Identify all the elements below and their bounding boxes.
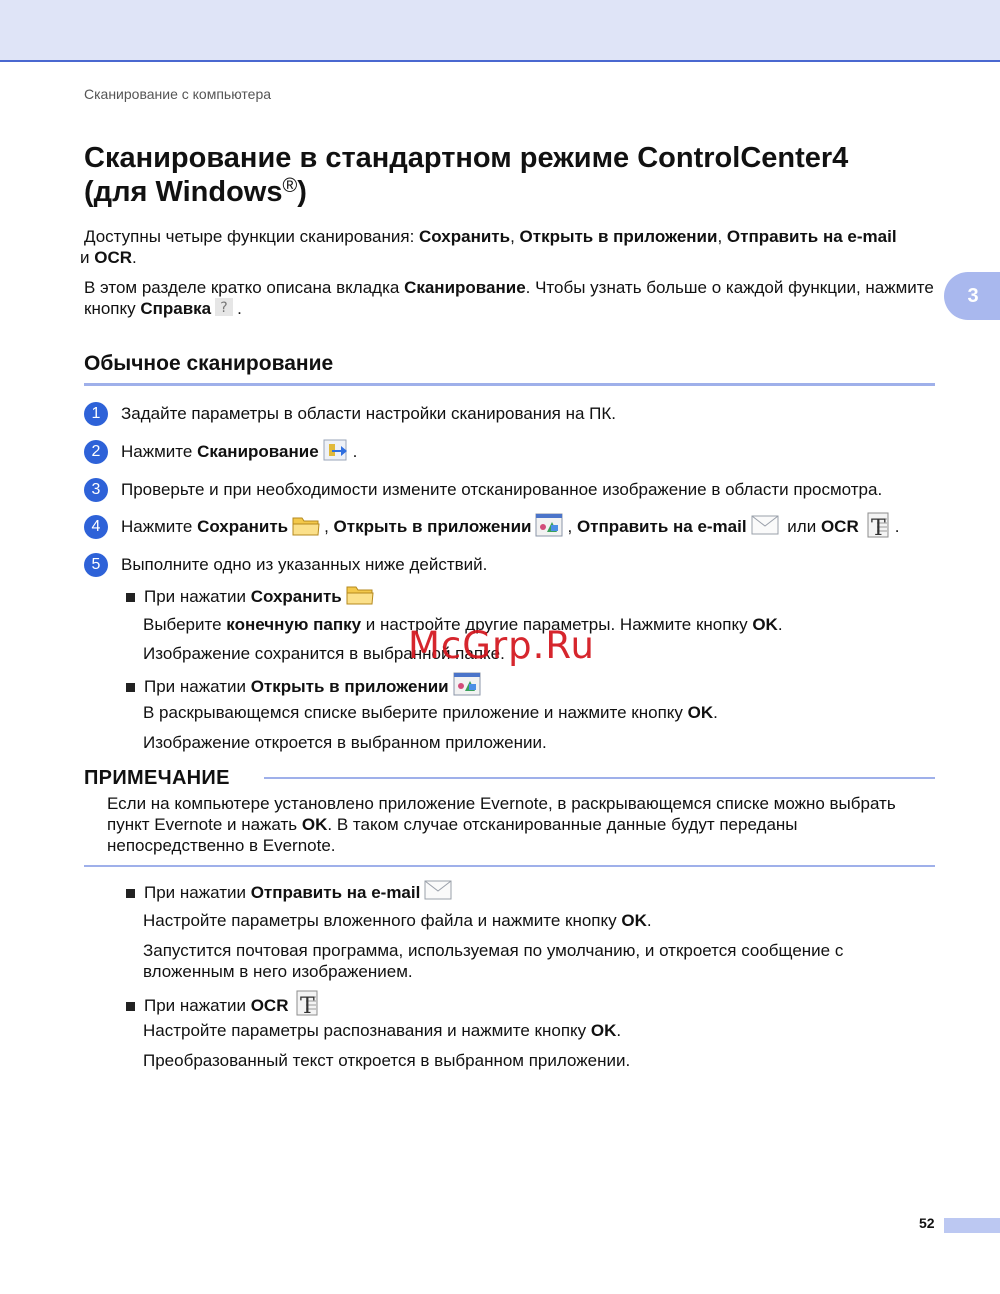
help-icon (215, 298, 233, 321)
intro-send-email: Отправить на e-mail (726, 227, 897, 246)
bullet-email (126, 880, 456, 906)
step-text: Выполните одно из указанных ниже действий. (121, 555, 488, 574)
email-instruction (143, 910, 933, 931)
note-title: ПРИМЕЧАНИЕ (84, 767, 230, 789)
note-text: Если на компьютере установлено приложение Evernote, в раскрывающемся списке можно выбрать пункт Evernote и нажать (107, 794, 896, 834)
intro-text: В этом разделе кратко описана вкладка (84, 278, 405, 297)
bullet-text: При нажатии (144, 677, 251, 696)
intro-ocr: OCR (94, 248, 133, 267)
sep: , (510, 227, 520, 246)
step-4 (84, 513, 899, 541)
sep: , (324, 517, 334, 536)
sub-text: Настройте параметры распознавания и нажмите кнопку (143, 1021, 591, 1040)
sep: . (237, 299, 242, 318)
note-body (107, 793, 937, 856)
step-1 (84, 400, 616, 428)
ocr-result: Преобразованный текст откроется в выбранном приложении. (143, 1051, 631, 1070)
sep: , (717, 227, 727, 246)
page-title (84, 141, 944, 209)
sub-text: Выберите (143, 615, 227, 634)
sep: . (713, 703, 718, 722)
note-text: . В таком случае отсканированные данные будут переданы непосредственно в Evernote. (107, 815, 798, 855)
ocr-instruction (143, 1020, 933, 1041)
sub-bold: OK (687, 703, 714, 722)
title-close: ) (297, 176, 307, 208)
sep: . (646, 911, 652, 930)
sub-bold: OK (752, 615, 778, 634)
bullet-text: При нажатии (144, 587, 251, 606)
sub-text: Настройте параметры вложенного файла и нажмите кнопку (143, 911, 622, 930)
step-number: 3 (84, 478, 108, 502)
step-bold: OCR (820, 517, 859, 536)
bullet-bold: OCR (250, 996, 289, 1015)
intro-and: и (80, 248, 95, 267)
ocr-icon (863, 511, 891, 544)
intro-paragraph-2 (84, 277, 944, 321)
note-bold: OK (301, 815, 328, 834)
intro-help: Справка (140, 299, 212, 318)
step-bold: Отправить на e-mail (576, 517, 747, 536)
step-bold: Открыть в приложении (333, 517, 532, 536)
bullet-square (126, 593, 135, 602)
intro-open-app: Открыть в приложении (519, 227, 718, 246)
step-bold: Сканирование (197, 442, 319, 461)
bullet-square (126, 1002, 135, 1011)
bullet-open-app (126, 672, 485, 702)
intro-save: Сохранить (419, 227, 511, 246)
title-line-2: (для Windows (84, 176, 283, 208)
breadcrumb: Сканирование с компьютера (84, 86, 272, 102)
open-app-icon (453, 672, 481, 702)
sep: . (777, 615, 783, 634)
bullet-text: При нажатии (144, 996, 251, 1015)
sub-bold: OK (621, 911, 647, 930)
chapter-tab: 3 (944, 272, 1000, 320)
step-text: Проверьте и при необходимости измените отсканированное изображение в области просмотра. (121, 480, 883, 499)
email-icon (751, 515, 779, 540)
step-number: 5 (84, 553, 108, 577)
step-text: или (782, 517, 821, 536)
ocr-icon (292, 989, 320, 1023)
intro-scan-tab: Сканирование (404, 278, 526, 297)
folder-icon (346, 583, 374, 611)
step-text: Задайте параметры в области настройки сканирования на ПК. (121, 404, 617, 423)
step-5 (84, 551, 487, 579)
step-text: Нажмите (121, 517, 198, 536)
open-app-result: Изображение откроется в выбранном приложении. (143, 733, 547, 752)
svg-text:T: T (870, 515, 886, 539)
watermark: McGrp.Ru (408, 624, 595, 667)
section-heading: Обычное сканирование (84, 350, 935, 386)
step-text: . (352, 442, 358, 461)
bullet-ocr (126, 989, 324, 1023)
intro-text: Доступны четыре функции сканирования: (84, 227, 420, 246)
bullet-save (126, 583, 378, 611)
sub-text: и настройте другие параметры. Нажмите кнопку (361, 615, 753, 634)
email-result: Запустится почтовая программа, используемая по умолчанию, и откроется сообщение с вложенным в него изображением. (143, 941, 844, 981)
svg-text:T: T (300, 994, 316, 1017)
header-band (0, 0, 1000, 62)
bullet-bold: Сохранить (250, 587, 342, 606)
step-number: 1 (84, 402, 108, 426)
sep: , (567, 517, 577, 536)
bullet-text: При нажатии (144, 883, 251, 902)
step-number: 4 (84, 515, 108, 539)
email-icon (424, 880, 452, 906)
scan-icon (323, 438, 349, 467)
bullet-bold: Открыть в приложении (250, 677, 449, 696)
step-number: 2 (84, 440, 108, 464)
note-end-rule (84, 865, 935, 867)
page-number-bar (944, 1218, 1000, 1233)
save-result: Изображение сохранится в выбранной папке. (143, 644, 505, 663)
title-line-1: Сканирование в стандартном режиме ControlCenter4 (84, 142, 849, 174)
intro-paragraph-1 (80, 226, 944, 268)
step-text: Нажмите (121, 442, 198, 461)
intro-text: . Чтобы узнать больше о каждой функции, нажмите кнопку (84, 278, 934, 318)
folder-icon (292, 514, 320, 541)
sub-bold: конечную папку (226, 615, 362, 634)
step-2 (84, 438, 357, 466)
note-rule (264, 777, 935, 779)
open-app-icon (535, 513, 563, 542)
sep: . (616, 1021, 622, 1040)
sub-bold: OK (590, 1021, 617, 1040)
registered-mark: ® (282, 175, 298, 197)
page-number: 52 (919, 1215, 935, 1231)
bullet-square (126, 889, 135, 898)
sub-text: В раскрывающемся списке выберите приложение и нажмите кнопку (143, 703, 688, 722)
step-text: . (894, 517, 900, 536)
svg-text:?: ? (220, 300, 228, 317)
bullet-square (126, 683, 135, 692)
step-bold: Сохранить (197, 517, 289, 536)
bullet-bold: Отправить на e-mail (250, 883, 421, 902)
sep: . (132, 248, 137, 267)
step-3 (84, 476, 882, 504)
open-app-instruction (143, 702, 933, 723)
